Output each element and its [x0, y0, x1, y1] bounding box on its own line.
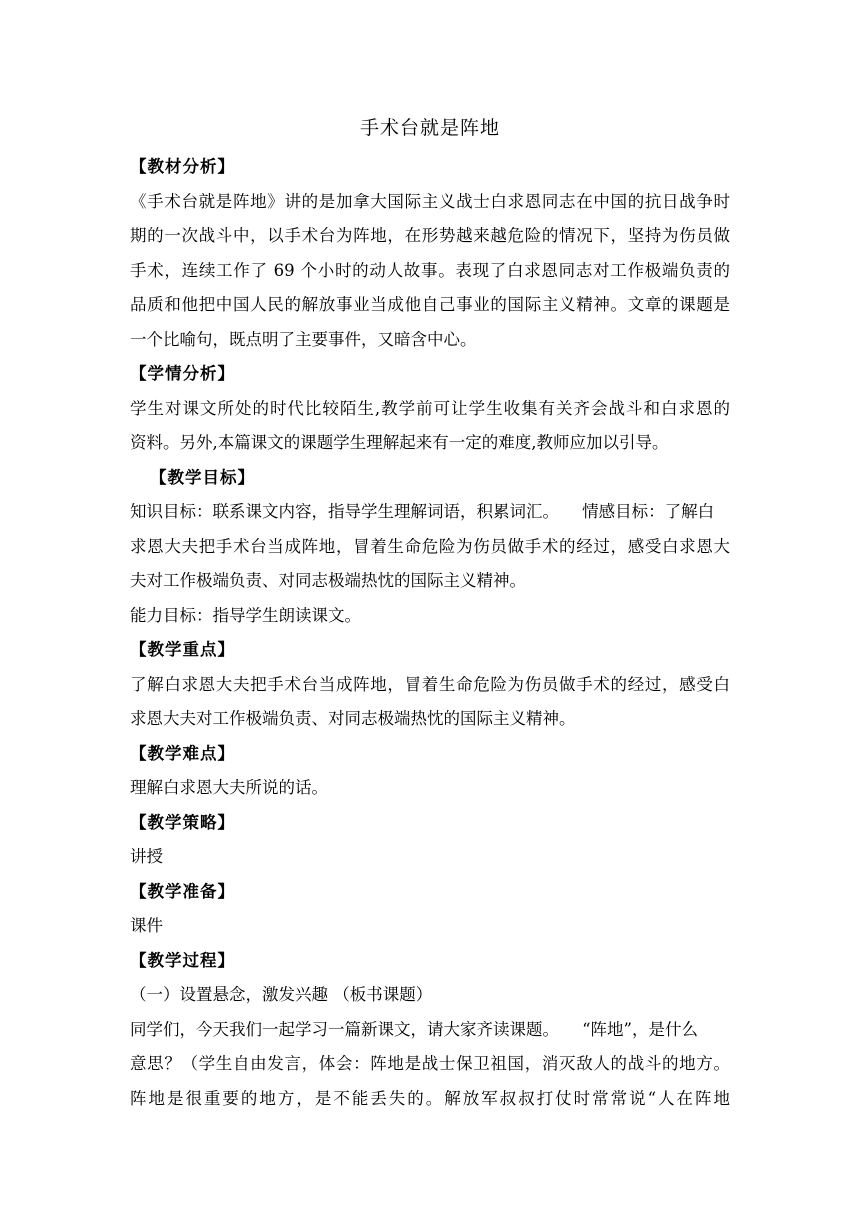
- process-text-a: 同学们，今天我们一起学习一篇新课文，请大家齐读课题。: [130, 1019, 559, 1039]
- paragraph-line: 求恩大夫把手术台当成阵地，冒着生命危险为伤员做手术的经过，感受白求恩大: [130, 536, 730, 556]
- paragraph-line: 能力目标：指导学生朗读课文。: [130, 605, 361, 625]
- paragraph-line: 讲授: [130, 847, 163, 866]
- paragraph-line: 理解白求恩大夫所说的话。: [130, 778, 328, 797]
- paragraph-line: [130, 495, 730, 530]
- section-heading-objectives: 【教学目标】: [150, 467, 255, 487]
- paragraph-line: 夫对工作极端负责、对同志极端热忱的国际主义精神。: [130, 571, 526, 590]
- paragraph-line: [130, 1013, 730, 1048]
- paragraph-line: 资料。另外,本篇课文的课题学生理解起来有一定的难度,教师应加以引导。: [130, 433, 669, 452]
- paragraph-line: 期的一次战斗中，以手术台为阵地，在形势越来越危险的情况下，坚持为伤员做: [130, 226, 730, 245]
- document-title: 手术台就是阵地: [359, 117, 500, 139]
- paragraph-line: 手术，连续工作了 69 个小时的动人故事。表现了白求恩同志对工作极端负责的: [130, 260, 730, 280]
- paragraph-line: 意思？（学生自由发言，体会：阵地是战士保卫祖国，消灭敌人的战斗的地方。: [130, 1054, 730, 1073]
- paragraph-line: 求恩大夫对工作极端负责、对同志极端热忱的国际主义精神。: [130, 709, 576, 728]
- objective-knowledge: 知识目标：联系课文内容，指导学生理解词语，积累词汇。: [130, 502, 559, 521]
- process-text-b: “阵地”，是什么: [582, 1019, 698, 1039]
- objective-emotion: 情感目标：了解白: [582, 502, 715, 521]
- document-body: [130, 150, 730, 1116]
- paragraph-line: 课件: [130, 916, 163, 935]
- paragraph-line: 了解白求恩大夫把手术台当成阵地，冒着生命危险为伤员做手术的经过，感受白: [130, 674, 730, 694]
- section-heading-strategy: 【教学策略】: [130, 812, 235, 832]
- paragraph-line: 阵地是很重要的地方，是不能丢失的。解放军叔叔打仗时常常说“人在阵地: [130, 1088, 730, 1108]
- section-heading-difficulties: 【教学难点】: [130, 743, 235, 763]
- paragraph-line: 一个比喻句，既点明了主要事件，又暗含中心。: [130, 329, 477, 349]
- section-heading-process: 【教学过程】: [130, 950, 235, 970]
- paragraph-line: 《手术台就是阵地》讲的是加拿大国际主义战士白求恩同志在中国的抗日战争时: [130, 191, 730, 211]
- section-heading-key-points: 【教学重点】: [130, 640, 235, 659]
- paragraph-line: 学生对课文所处的时代比较陌生,教学前可让学生收集有关齐会战斗和白求恩的: [130, 398, 730, 418]
- section-heading-preparation: 【教学准备】: [130, 881, 235, 901]
- section-heading-students: 【学情分析】: [130, 364, 235, 383]
- process-step: （一）设置悬念，激发兴趣 （板书课题）: [130, 985, 433, 1004]
- section-heading-material: 【教材分析】: [130, 157, 235, 176]
- paragraph-line: 品质和他把中国人民的解放事业当成他自己事业的国际主义精神。文章的课题是: [130, 295, 730, 314]
